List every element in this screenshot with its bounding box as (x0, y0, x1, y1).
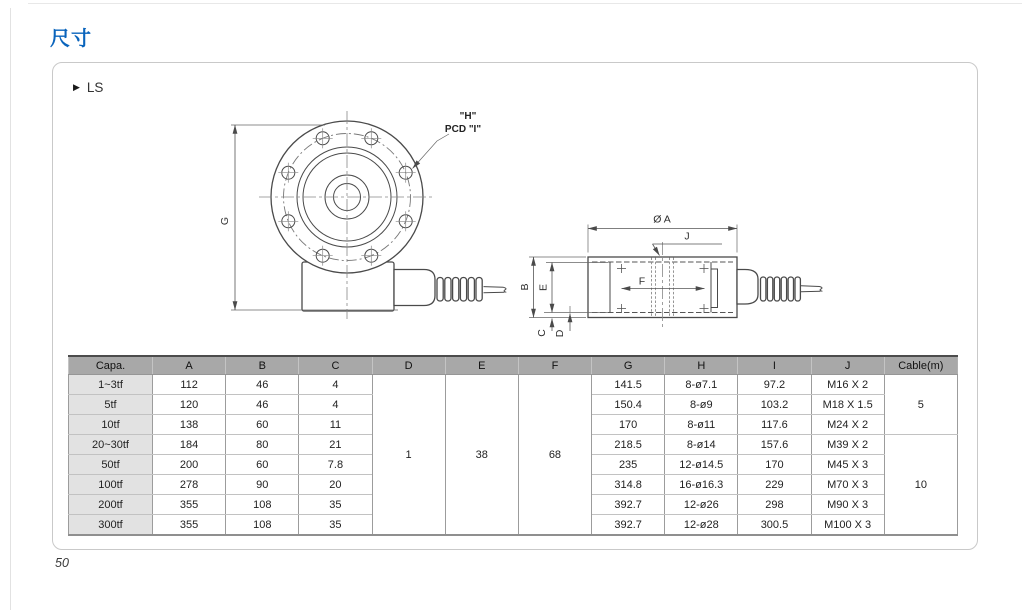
callout-h-label: "H" (459, 111, 477, 122)
table-cell: 138 (153, 415, 226, 435)
table-cell: 46 (226, 395, 299, 415)
table-cell: 314.8 (592, 475, 665, 495)
row-label-cell: 20~30tf (69, 435, 153, 455)
table-cell: 4 (299, 395, 372, 415)
table-cell: 235 (592, 455, 665, 475)
table-cell: 11 (299, 415, 372, 435)
dim-label-e: E (537, 283, 550, 292)
table-cell: 1 (372, 375, 445, 536)
table-cell: 112 (153, 375, 226, 395)
dim-j (653, 231, 723, 256)
dim-label-dia-a: Ø A (653, 213, 671, 226)
table-cell: 8-ø9 (665, 395, 738, 415)
cable-tail-side (801, 286, 822, 292)
table-cell: 12-ø28 (665, 515, 738, 536)
row-label-cell: 100tf (69, 475, 153, 495)
table-cell: 12-ø14.5 (665, 455, 738, 475)
callout-pcd-label: PCD "I" (444, 124, 482, 135)
table-cell: 68 (518, 375, 591, 536)
column-header: J (811, 356, 884, 375)
column-header: D (372, 356, 445, 375)
table-cell: 184 (153, 435, 226, 455)
table-cell: M18 X 1.5 (811, 395, 884, 415)
column-header: E (445, 356, 518, 375)
dim-label-d: D (554, 329, 566, 338)
table-cell: 170 (592, 415, 665, 435)
cable-bellows-front (437, 278, 482, 302)
dim-label-j: J (684, 230, 690, 243)
cable-tail-front (484, 287, 507, 293)
column-header: I (738, 356, 811, 375)
page-top-edge (28, 3, 1022, 4)
page-left-edge (10, 8, 11, 610)
table-cell: M100 X 3 (811, 515, 884, 536)
table-cell: 60 (226, 455, 299, 475)
row-label-cell: 300tf (69, 515, 153, 536)
page-title: 尺寸 (50, 28, 92, 50)
column-header: H (665, 356, 738, 375)
table-cell: 5 (884, 375, 957, 435)
table-cell: M90 X 3 (811, 495, 884, 515)
column-header: A (153, 356, 226, 375)
table-cell: 229 (738, 475, 811, 495)
table-body (69, 375, 958, 536)
table-cell: 298 (738, 495, 811, 515)
table-cell: 20 (299, 475, 372, 495)
table-cell: 8-ø11 (665, 415, 738, 435)
cable-bellows-side (761, 277, 801, 301)
dim-label-b: B (519, 283, 531, 291)
dim-b (519, 257, 586, 318)
dim-d (554, 306, 570, 337)
table-cell: 355 (153, 495, 226, 515)
row-label-cell: 10tf (69, 415, 153, 435)
table-cell: 10 (884, 435, 957, 536)
table-cell: 120 (153, 395, 226, 415)
table-cell: M24 X 2 (811, 415, 884, 435)
front-view (219, 111, 506, 319)
row-label-cell: 1~3tf (69, 375, 153, 395)
table-cell: 355 (153, 515, 226, 536)
table-cell: 157.6 (738, 435, 811, 455)
table-cell: 8-ø7.1 (665, 375, 738, 395)
table-cell: 392.7 (592, 495, 665, 515)
table-cell: 35 (299, 495, 372, 515)
column-header: G (592, 356, 665, 375)
table-cell: 80 (226, 435, 299, 455)
table-cell: 97.2 (738, 375, 811, 395)
table-cell: M70 X 3 (811, 475, 884, 495)
table-cell: 117.6 (738, 415, 811, 435)
table-cell: 170 (738, 455, 811, 475)
column-header: Cable(m) (884, 356, 957, 375)
row-label-cell: 50tf (69, 455, 153, 475)
table-cell: 16-ø16.3 (665, 475, 738, 495)
table-cell: 200 (153, 455, 226, 475)
table-cell: 218.5 (592, 435, 665, 455)
dimension-table (68, 355, 958, 536)
row-label-cell: 5tf (69, 395, 153, 415)
table-cell: 4 (299, 375, 372, 395)
table-cell: 90 (226, 475, 299, 495)
column-header: Capa. (69, 356, 153, 375)
table-cell: 108 (226, 495, 299, 515)
table-cell: 300.5 (738, 515, 811, 536)
table-cell: 12-ø26 (665, 495, 738, 515)
table-cell: 392.7 (592, 515, 665, 536)
table-cell: M39 X 2 (811, 435, 884, 455)
dim-label-c: C (536, 329, 548, 337)
table-cell: 141.5 (592, 375, 665, 395)
column-header: C (299, 356, 372, 375)
table-cell: 7.8 (299, 455, 372, 475)
column-header: B (226, 356, 299, 375)
table-cell: 46 (226, 375, 299, 395)
table-cell: 8-ø14 (665, 435, 738, 455)
side-view (519, 214, 822, 338)
table-cell: 150.4 (592, 395, 665, 415)
dim-label-g: G (219, 216, 231, 226)
triangle-bullet-icon: ▶ (73, 82, 80, 92)
table-cell: 278 (153, 475, 226, 495)
page-number: 50 (55, 556, 69, 570)
dim-label-f: F (638, 275, 646, 288)
technical-drawing (55, 92, 970, 352)
table-header-row (69, 356, 958, 375)
table-cell: M16 X 2 (811, 375, 884, 395)
column-header: F (518, 356, 591, 375)
table-cell: M45 X 3 (811, 455, 884, 475)
dim-c (536, 319, 552, 337)
series-label-text: LS (86, 80, 104, 95)
hole-callout (413, 111, 482, 169)
table-cell: 35 (299, 515, 372, 536)
table-cell: 21 (299, 435, 372, 455)
table-cell: 38 (445, 375, 518, 536)
row-label-cell: 200tf (69, 495, 153, 515)
table-row (69, 375, 958, 395)
table-cell: 103.2 (738, 395, 811, 415)
table-cell: 60 (226, 415, 299, 435)
table-cell: 108 (226, 515, 299, 536)
